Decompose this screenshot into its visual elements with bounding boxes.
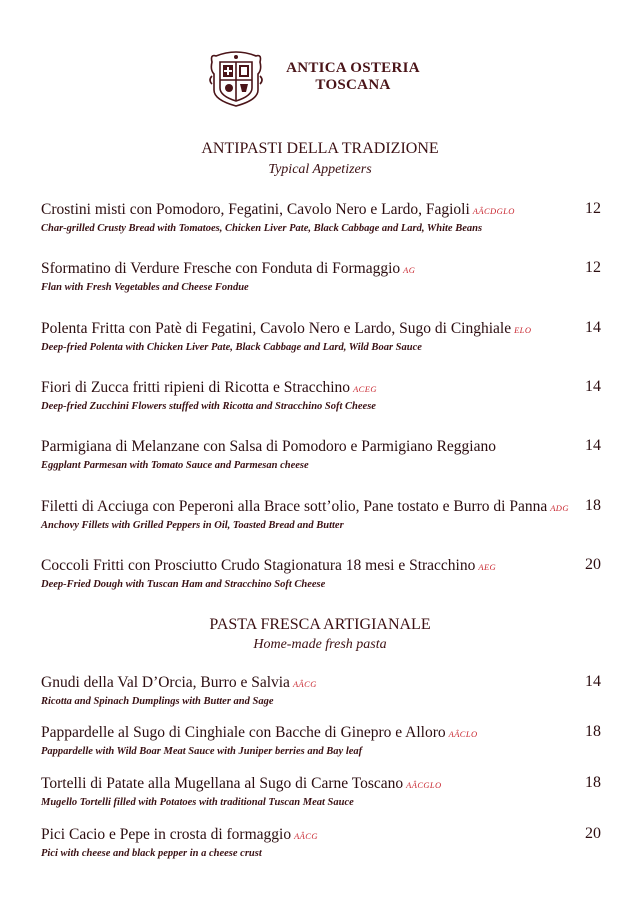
allergen-codes: ADG bbox=[550, 503, 569, 513]
item-description: Pappardelle with Wild Boar Meat Sauce with Juniper berries and Bay leaf bbox=[41, 746, 363, 757]
menu-item bbox=[41, 201, 601, 241]
restaurant-name-line2: TOSCANA bbox=[315, 77, 391, 93]
item-name: Polenta Fritta con Patè di Fegatini, Cavolo Nero e Lardo, Sugo di Cinghiale bbox=[41, 320, 512, 337]
menu-item bbox=[41, 498, 601, 538]
allergen-codes: AÂCGLO bbox=[406, 780, 442, 790]
allergen-codes: AÂCLO bbox=[448, 729, 478, 739]
menu-item bbox=[41, 438, 601, 478]
allergen-codes: ACEG bbox=[353, 384, 377, 394]
allergen-codes: AÂCDGLO bbox=[472, 206, 515, 216]
item-description: Ricotta and Spinach Dumplings with Butter and Sage bbox=[41, 696, 274, 707]
item-name: Crostini misti con Pomodoro, Fegatini, Cavolo Nero e Lardo, Fagioli bbox=[41, 201, 470, 218]
section-subtitle-antipasti: Typical Appetizers bbox=[268, 162, 372, 177]
allergen-codes: AG bbox=[403, 265, 416, 275]
item-description: Mugello Tortelli filled with Potatoes with traditional Tuscan Meat Sauce bbox=[41, 797, 354, 808]
menu-item bbox=[41, 775, 601, 815]
section-title-antipasti: ANTIPASTI DELLA TRADIZIONE bbox=[201, 140, 439, 157]
menu-header bbox=[0, 50, 640, 110]
item-name: Fiori di Zucca fritti ripieni di Ricotta e Stracchino bbox=[41, 379, 351, 396]
item-price: 18 bbox=[585, 497, 601, 514]
item-description: Char-grilled Crusty Bread with Tomatoes, Chicken Liver Pate, Black Cabbage and Lard, White Beans bbox=[41, 223, 483, 234]
allergen-codes: AÂCG bbox=[294, 831, 318, 841]
item-price: 18 bbox=[585, 723, 601, 740]
menu-item bbox=[41, 260, 601, 300]
item-name: Gnudi della Val D’Orcia, Burro e Salvia bbox=[41, 674, 290, 691]
item-description: Anchovy Fillets with Grilled Peppers in Oil, Toasted Bread and Butter bbox=[41, 520, 344, 531]
menu-item bbox=[41, 557, 601, 597]
item-price: 18 bbox=[585, 774, 601, 791]
menu-item bbox=[41, 724, 601, 764]
item-price: 20 bbox=[585, 825, 601, 842]
item-price: 14 bbox=[585, 319, 601, 336]
item-name: Tortelli di Patate alla Mugellana al Sugo di Carne Toscano bbox=[41, 775, 404, 792]
item-description: Deep-fried Polenta with Chicken Liver Pate, Black Cabbage and Lard, Wild Boar Sauce bbox=[41, 342, 422, 353]
allergen-codes: AÂCG bbox=[292, 679, 317, 689]
item-name: Pappardelle al Sugo di Cinghiale con Bacche di Ginepro e Alloro bbox=[41, 724, 446, 741]
item-price: 14 bbox=[585, 673, 601, 690]
item-description: Pici with cheese and black pepper in a cheese crust bbox=[41, 848, 262, 859]
menu-item bbox=[41, 826, 601, 866]
item-price: 20 bbox=[585, 556, 601, 573]
crest-icon bbox=[208, 50, 264, 108]
item-name: Parmigiana di Melanzane con Salsa di Pomodoro e Parmigiano Reggiano bbox=[41, 438, 496, 455]
item-description: Flan with Fresh Vegetables and Cheese Fondue bbox=[41, 282, 249, 293]
item-name: Pici Cacio e Pepe in crosta di formaggio bbox=[41, 826, 292, 843]
item-price: 14 bbox=[585, 378, 601, 395]
item-description: Eggplant Parmesan with Tomato Sauce and Parmesan cheese bbox=[41, 460, 309, 471]
item-price: 12 bbox=[585, 259, 601, 276]
section-subtitle-pasta: Home-made fresh pasta bbox=[253, 637, 387, 652]
restaurant-name-line1: ANTICA OSTERIA bbox=[286, 60, 420, 76]
item-name: Sformatino di Verdure Fresche con Fonduta di Formaggio bbox=[41, 260, 401, 277]
item-description: Deep-fried Zucchini Flowers stuffed with Ricotta and Stracchino Soft Cheese bbox=[41, 401, 376, 412]
item-name: Coccoli Fritti con Prosciutto Crudo Stagionatura 18 mesi e Stracchino bbox=[41, 557, 476, 574]
menu-item bbox=[41, 320, 601, 360]
section-title-pasta: PASTA FRESCA ARTIGIANALE bbox=[209, 616, 431, 633]
item-price: 14 bbox=[585, 437, 601, 454]
item-price: 12 bbox=[585, 200, 601, 217]
menu-item bbox=[41, 379, 601, 419]
item-description: Deep-Fried Dough with Tuscan Ham and Stracchino Soft Cheese bbox=[41, 579, 326, 590]
item-name: Filetti di Acciuga con Peperoni alla Brace sott’olio, Pane tostato e Burro di Panna bbox=[41, 498, 548, 515]
restaurant-name bbox=[271, 60, 435, 94]
menu-item bbox=[41, 674, 601, 714]
allergen-codes: ELO bbox=[514, 325, 532, 335]
allergen-codes: AEG bbox=[478, 562, 497, 572]
